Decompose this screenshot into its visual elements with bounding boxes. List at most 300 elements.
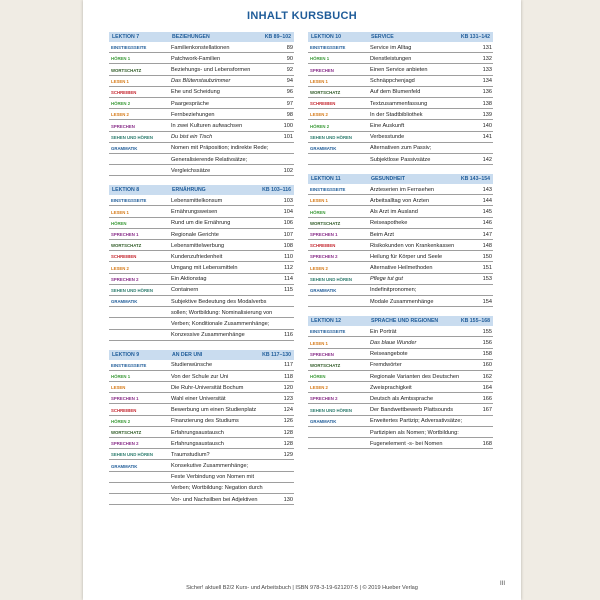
section-label [109,491,171,493]
toc-row [109,64,294,75]
section-label [308,304,370,306]
toc-row [308,382,493,393]
toc-row [308,53,493,64]
toc-row [308,42,493,53]
section-label: WORTSCHATZ [310,362,341,368]
section-label: HÖREN [310,209,326,215]
toc-row [308,240,493,251]
topic-text: Die Ruhr-Universität Bochum [171,384,244,391]
page-ref: 108 [283,242,293,249]
toc-row [109,195,294,206]
toc-row [109,229,294,240]
topic-text: Regionale Varianten des Deutschen [370,373,460,380]
topic-text: Reiseapotheke [370,220,408,227]
lesson-pages: KB 155–168 [460,318,490,325]
section-label: SPRECHEN 1 [111,396,139,402]
section-label: SCHREIBEN [111,89,137,95]
toc-row [308,132,493,143]
page-ref: 162 [482,373,492,380]
page-ref: 100 [283,123,293,129]
toc-row [109,330,294,341]
page-ref [277,305,294,307]
topic-text: Bewerbung um einen Studienplatz [171,407,257,414]
page-ref: 130 [283,496,293,503]
toc-row [109,218,294,229]
page-ref: 148 [482,242,492,249]
section-label [109,502,171,504]
lesson-header [308,316,493,326]
page-ref [277,480,294,482]
section-label [109,315,171,317]
page-ref: 104 [283,209,293,216]
topic-text: Konsekutive Zusammenhänge; [171,463,249,470]
topic-text: In zwei Kulturen aufwachsen [171,123,243,129]
toc-row [109,472,294,483]
topic-text: Finanzierung des Studiums [171,418,239,425]
toc-row [308,64,493,75]
toc-row [109,53,294,64]
topic-text: Beziehungs- und Lebensformen [171,67,251,74]
toc-row [308,427,493,438]
topic-text: Feste Verbindung von Nomen mit [171,474,255,481]
topic-text: Studienwünsche [171,362,213,369]
topic-text: Eine Auskunft [370,123,405,129]
toc-row [109,438,294,449]
toc-row [308,438,493,449]
page-ref: 145 [482,209,492,216]
topic-text: Nomen mit Präposition; indirekte Rede; [171,145,269,152]
toc-row [109,416,294,427]
section-label: HÖREN 2 [111,101,131,107]
topic-text: Schnäppchenjagd [370,78,415,85]
page-ref: 101 [283,134,293,141]
footer-text: Sicher! aktuell B2/2 Kurs- und Arbeitsbuch | ISBN 978-3-19-621207-5 | © 2019 Hueber Verlag [186,585,418,591]
lesson-header [109,185,294,195]
page-ref: 146 [482,220,492,227]
section-label: WORTSCHATZ [310,220,341,226]
topic-text: Heilung für Körper und Seele [370,253,443,260]
page-ref [277,316,294,318]
topic-text: Das Blütenstaubzimmer [171,78,231,85]
section-label: SEHEN UND HÖREN [310,276,353,282]
section-label: SEHEN UND HÖREN [310,134,353,140]
lesson-header [109,32,294,42]
page-ref: 124 [283,407,293,414]
page-ref: 143 [482,186,492,193]
page-ref: 110 [284,253,293,260]
topic-text: Wahl einer Universität [171,395,226,402]
topic-text: Generalisierende Relativsätze; [171,156,248,163]
section-label: SCHREIBEN [111,254,137,260]
topic-text: Beim Arzt [370,231,394,238]
topic-text: sollen; Wortbildung: Nominalisierung von [171,309,273,316]
toc-row [308,285,493,296]
topic-text: Konzessive Zusammenhänge [171,332,245,339]
toc-row [308,184,493,195]
page-ref: 128 [283,429,293,436]
page-ref [277,163,294,165]
section-label: SPRECHEN 2 [310,254,338,260]
toc-row [109,404,294,415]
topic-text: Indefinitpronomen; [370,287,417,294]
page-ref: 115 [284,287,293,294]
toc-row [308,218,493,229]
section-label [109,173,171,175]
page-ref: 92 [286,67,293,74]
lesson-title: SERVICE [371,34,394,40]
page-ref: 118 [284,373,293,380]
topic-text: Ärzteserien im Fernsehen [370,186,435,193]
toc-page [83,0,521,600]
lesson-number: LEKTION 12 [311,318,341,325]
section-label: WORTSCHATZ [111,430,142,435]
lesson-pages: KB 103–116 [262,187,291,194]
topic-text: Der Bandwettbewerb Plattsounds [370,407,454,414]
section-label: GRAMMATIK [310,287,337,293]
page-ref: 116 [284,332,293,339]
topic-text: Fremdwörter [370,362,402,369]
section-label: LESEN 2 [310,265,328,271]
page-ref: 128 [283,440,293,447]
topic-text: Arbeitsalltag von Ärzten [370,197,430,204]
page-ref: 151 [482,265,492,272]
topic-text: Lebensmittelwerbung [171,242,225,249]
section-label: LESEN [111,385,126,391]
toc-row [109,251,294,262]
page-ref: 150 [482,253,492,260]
toc-row [109,360,294,371]
topic-text: Erweitertes Partizip; Adversativsätze; [370,418,463,425]
section-label: SCHREIBEN [310,101,336,107]
section-label: SPRECHEN 1 [310,232,338,237]
section-label: SEHEN UND HÖREN [111,134,154,140]
toc-row [109,318,294,329]
toc-row [109,132,294,143]
toc-row [109,154,294,165]
lesson-block [109,185,294,340]
toc-row [308,87,493,98]
toc-row [308,98,493,109]
lesson-block [308,32,493,165]
section-label: SPRECHEN 2 [310,396,338,402]
topic-text: Regionale Gerichte [171,231,219,238]
section-label: GRAMMATIK [310,418,337,424]
topic-text: Pflege tut gut [370,276,403,283]
toc-row [308,296,493,307]
topic-text: Partizipien als Nomen; Wortbildung: [370,429,459,436]
toc-row [109,307,294,318]
page-ref: 154 [482,298,492,305]
toc-row [308,337,493,348]
section-label [308,446,370,448]
topic-text: Textzusammenfassung [370,100,428,107]
page-ref: 132 [482,55,492,62]
page-ref: 107 [283,231,293,238]
page-ref: 94 [286,78,293,85]
lesson-header [308,174,493,184]
toc-row [308,404,493,415]
section-label: EINSTIEGSSEITE [111,362,147,368]
page-ref [476,424,493,426]
section-label: SCHREIBEN [111,407,137,413]
lesson-title: BEZIEHUNGEN [172,34,210,40]
lesson-block [308,174,493,307]
toc-row [109,98,294,109]
page-ref [277,327,294,329]
toc-row [308,76,493,87]
toc-row [308,229,493,240]
section-label: HÖREN [111,220,127,226]
toc-row [109,206,294,217]
section-label: LESEN 1 [310,198,328,204]
toc-row [308,326,493,337]
toc-row [308,416,493,427]
page-ref: 156 [482,340,492,346]
section-label: SPRECHEN [111,123,135,129]
toc-row [109,42,294,53]
page-ref: 89 [286,44,293,51]
toc-row [109,143,294,154]
topic-text: Zweisprachigkeit [370,384,412,391]
topic-text: Containern [171,287,199,294]
page-ref: 147 [482,231,492,238]
section-label: SPRECHEN 1 [111,232,139,237]
topic-text: Deutsch als Amtssprache [370,395,434,402]
left-column [109,32,294,514]
section-label: SEHEN UND HÖREN [111,452,154,458]
lesson-pages: KB 89–102 [264,34,291,40]
page-ref [476,436,493,438]
toc-row [308,349,493,360]
topic-text: Einen Service anbieten [370,67,428,74]
section-label: SCHREIBEN [310,243,336,249]
page-ref: 133 [482,67,492,74]
lesson-header [308,32,493,42]
page-ref: 114 [284,276,293,283]
lesson-pages: KB 131–142 [460,34,490,40]
lesson-number: LEKTION 9 [112,351,140,358]
page-ref: 97 [286,100,293,107]
topic-text: Lebensmittelkonsum [171,197,223,204]
topic-text: Von der Schule zur Uni [171,373,229,380]
page-ref: 140 [482,123,492,129]
section-label: LESEN 2 [111,265,129,271]
toc-row [109,494,294,505]
section-label: WORTSCHATZ [111,243,142,249]
topic-text: Verben; Wortbildung: Negation durch [171,485,263,492]
topic-text: Fernbeziehungen [171,111,215,118]
page-ref: 138 [482,100,492,107]
topic-text: Familienkonstellationen [171,44,230,51]
toc-row [109,382,294,393]
topic-text: Paargespräche [171,100,209,107]
lesson-number: LEKTION 11 [311,176,341,183]
toc-row [109,165,294,176]
toc-row [308,371,493,382]
section-label: GRAMMATIK [111,299,138,305]
section-label: LESEN 2 [310,385,328,391]
lesson-block [109,32,294,176]
page-ref: 167 [482,407,492,414]
section-label: SPRECHEN [310,351,334,357]
page-ref: 144 [482,197,492,204]
toc-row [109,274,294,285]
section-label: SPRECHEN 2 [111,276,139,282]
section-label [308,162,370,164]
page-ref: 131 [482,44,492,51]
page-ref: 166 [482,395,492,402]
topic-text: Subjektlose Passivsätze [370,156,431,163]
page-ref: 106 [283,220,293,227]
toc-row [308,274,493,285]
section-label: EINSTIEGSSEITE [310,187,346,193]
page-ref: 168 [482,440,492,447]
topic-text: Service im Alltag [370,44,412,51]
topic-text: Du bist ein Tisch [171,134,213,141]
topic-text: Rund um die Ernährung [171,220,231,227]
section-label: GRAMMATIK [310,145,337,151]
topic-text: Verben; Konditionale Zusammenhänge; [171,321,270,327]
lesson-title: SPRACHE UND REGIONEN [371,318,439,325]
section-label: LESEN 1 [111,209,129,215]
page-ref: 90 [286,55,293,62]
section-label: GRAMMATIK [111,463,138,469]
toc-row [109,296,294,307]
section-label: EINSTIEGSSEITE [310,45,346,51]
section-label: HÖREN [310,374,326,380]
topic-text: Kundenzufriedenheit [171,253,223,260]
page-ref: 126 [283,418,293,425]
topic-text: Ehe und Scheidung [171,89,220,96]
page-ref: 117 [284,362,293,369]
toc-row [308,360,493,371]
topic-text: Alternativen zum Passiv; [370,145,432,152]
toc-row [109,483,294,494]
toc-row [109,427,294,438]
page-ref: 164 [482,384,492,391]
topic-text: Das blaue Wunder [370,340,417,346]
topic-text: Traumstudium? [171,451,210,458]
topic-text: Als Arzt im Ausland [370,209,418,216]
section-label: LESEN 1 [310,340,328,346]
page-ref: 139 [482,111,492,118]
page-ref [277,151,294,153]
section-label: SEHEN UND HÖREN [310,407,353,413]
toc-row [308,120,493,131]
topic-text: Vergleichssätze [171,167,211,174]
topic-text: Dienstleistungen [370,55,412,62]
page-ref: 102 [283,167,293,174]
toc-row [109,120,294,131]
lesson-number: LEKTION 8 [112,187,140,194]
lesson-block [308,316,493,449]
topic-text: In der Stadtbibliothek [370,111,423,118]
section-label [109,162,171,164]
right-column [308,32,493,458]
topic-text: Verbesstunde [370,134,405,141]
toc-row [109,449,294,460]
section-label: HÖREN 2 [111,418,131,424]
page-ref: 103 [283,197,293,204]
section-label: HÖREN 1 [111,374,131,380]
section-label: EINSTIEGSSEITE [111,45,147,51]
topic-text: Fugenelement -s- bei Nomen [370,440,443,447]
topic-text: Ernährungsweisen [171,209,218,216]
lesson-title: ERNÄHRUNG [172,187,206,194]
toc-row [308,143,493,154]
toc-row [109,371,294,382]
section-label: HÖREN 2 [310,123,330,129]
topic-text: Vor- und Nachsilben bei Adjektiven [171,496,258,503]
lesson-block [109,350,294,505]
topic-text: Reiseangebote [370,351,408,358]
section-label: LESEN 2 [310,112,328,118]
section-label: EINSTIEGSSEITE [111,198,147,204]
topic-text: Auf dem Blumenfeld [370,89,421,96]
lesson-pages: KB 117–130 [262,351,291,358]
page-ref: 142 [482,156,492,163]
lesson-title: AN DER UNI [172,351,203,358]
section-label: HÖREN 1 [310,56,330,62]
lesson-number: LEKTION 10 [311,34,341,40]
toc-row [308,393,493,404]
topic-text: Patchwork-Familien [171,55,221,62]
topic-text: Erfahrungsaustausch [171,429,224,436]
section-label: WORTSCHATZ [111,67,142,73]
lesson-header [109,350,294,360]
toc-row [109,393,294,404]
section-label: SPRECHEN [310,67,334,73]
toc-row [109,76,294,87]
page-ref: 123 [283,395,293,402]
toc-row [109,109,294,120]
page-ref: 136 [482,89,492,96]
page-ref: 98 [286,111,293,118]
lesson-number: LEKTION 7 [112,34,140,40]
toc-row [109,460,294,471]
section-label [109,480,171,482]
topic-text: Subjektive Bedeutung des Modalverbs [171,298,267,305]
toc-row [308,262,493,273]
section-label: WORTSCHATZ [310,89,341,95]
topic-text: Modale Zusammenhänge [370,298,434,305]
page-ref [277,491,294,493]
toc-row [109,285,294,296]
page-ref [476,293,493,295]
page-ref: 155 [482,328,492,335]
page-ref: 120 [283,384,293,391]
toc-row [109,87,294,98]
topic-text: Erfahrungsaustausch [171,440,224,447]
topic-text: Umgang mit Lebensmitteln [171,265,238,272]
toc-row [308,195,493,206]
page-ref: 129 [283,451,293,458]
page-ref [277,469,294,471]
page-ref: 112 [284,265,293,272]
section-label: LESEN 2 [111,112,129,118]
section-label: SEHEN UND HÖREN [111,287,154,293]
topic-text: Ein Porträt [370,328,397,335]
lesson-pages: KB 143–154 [460,176,490,183]
page-ref: 141 [482,134,492,141]
topic-text: Risikokunden von Krankenkassen [370,242,455,249]
toc-row [308,251,493,262]
section-label: HÖREN 1 [111,56,131,62]
toc-row [308,109,493,120]
section-label [109,338,171,340]
section-label: EINSTIEGSSEITE [310,329,346,335]
toc-row [308,154,493,165]
